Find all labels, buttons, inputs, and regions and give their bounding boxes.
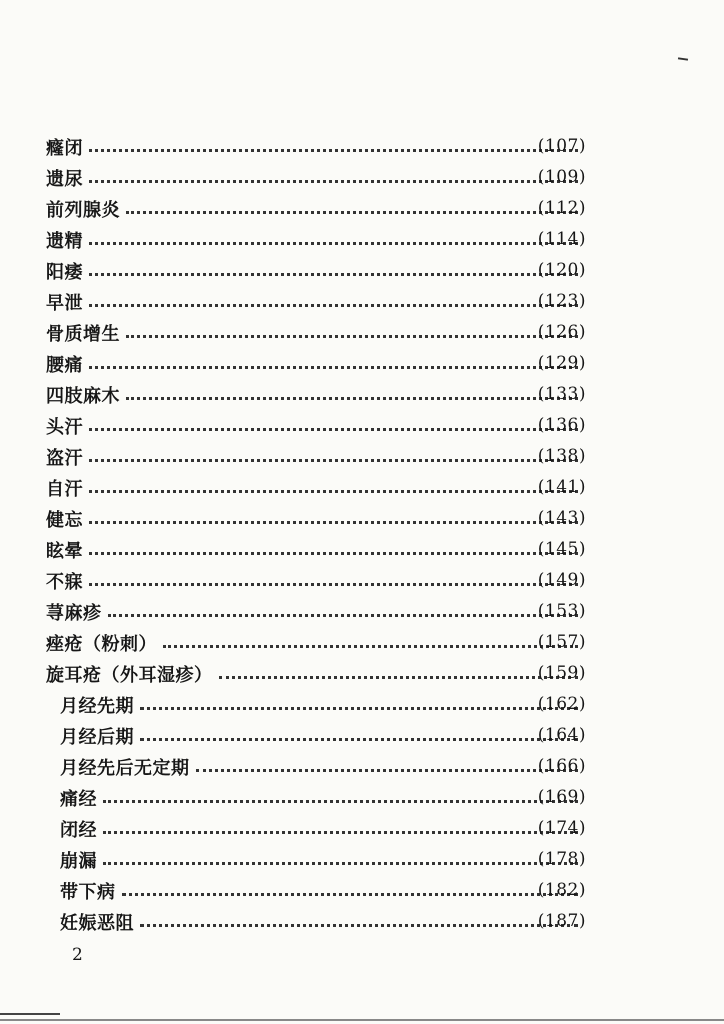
toc-entry	[0, 720, 724, 751]
toc-entry-title: 月经先后无定期	[60, 757, 190, 779]
toc-entry-page: (109)	[537, 167, 586, 187]
dot-leader	[89, 348, 578, 369]
dot-leader	[89, 224, 578, 245]
toc-entry-title: 月经后期	[60, 726, 134, 748]
toc-entry-page: (162)	[537, 694, 586, 714]
toc-entry	[0, 348, 724, 379]
toc-entry-title: 眩晕	[46, 540, 83, 562]
toc-entry-title: 不寐	[46, 571, 83, 593]
toc-entry-page: (143)	[537, 508, 586, 528]
toc-entry-page: (114)	[537, 229, 586, 249]
dot-leader	[89, 410, 578, 431]
toc-entry-page: (126)	[537, 322, 586, 342]
toc-entry	[0, 627, 724, 658]
toc-entry-page: (187)	[537, 911, 586, 931]
toc-entry-page: (136)	[537, 415, 586, 435]
toc-entry-title: 四肢麻木	[46, 385, 120, 407]
toc-entry-page: (133)	[537, 384, 586, 404]
dot-leader	[89, 131, 578, 152]
toc-entry	[0, 906, 724, 937]
toc-entry	[0, 782, 724, 813]
toc-entry	[0, 193, 724, 224]
toc-entry-title: 前列腺炎	[46, 199, 120, 221]
dot-leader	[103, 813, 578, 834]
dot-leader	[140, 689, 578, 710]
toc-entry-title: 痛经	[60, 788, 97, 810]
toc-entry-title: 带下病	[60, 881, 116, 903]
toc-entry-title: 健忘	[46, 509, 83, 531]
dot-leader	[89, 162, 578, 183]
toc-entry-title: 月经先期	[60, 695, 134, 717]
toc-entry-title: 闭经	[60, 819, 97, 841]
toc-entry	[0, 689, 724, 720]
toc-entry	[0, 813, 724, 844]
toc-entry	[0, 534, 724, 565]
toc-entry-page: (174)	[537, 818, 586, 838]
toc-entry-title: 腰痛	[46, 354, 83, 376]
toc-entry-title: 早泄	[46, 292, 83, 314]
scan-edge-mark	[0, 1013, 60, 1015]
toc-entry-page: (141)	[537, 477, 586, 497]
toc-entry-title: 妊娠恶阻	[60, 912, 134, 934]
toc-entry-page: (145)	[537, 539, 586, 559]
dot-leader	[89, 565, 578, 586]
toc-entry	[0, 162, 724, 193]
toc-entry-title: 阳痿	[46, 261, 83, 283]
dot-leader	[163, 627, 578, 648]
toc-entry-page: (120)	[537, 260, 586, 280]
toc-entry-page: (169)	[537, 787, 586, 807]
toc-entry-page: (157)	[537, 632, 586, 652]
toc-entry	[0, 658, 724, 689]
dot-leader	[140, 720, 578, 741]
toc-entry-title: 痤疮（粉刺）	[46, 633, 157, 655]
dot-leader	[126, 193, 578, 214]
toc-entry	[0, 224, 724, 255]
dot-leader	[122, 875, 579, 896]
toc-entry-title: 盗汗	[46, 447, 83, 469]
toc-entry	[0, 317, 724, 348]
dot-leader	[89, 255, 578, 276]
toc-entry-page: (159)	[537, 663, 586, 683]
toc-entry-page: (178)	[537, 849, 586, 869]
toc-entry-title: 癃闭	[46, 137, 83, 159]
toc-entry-title: 自汗	[46, 478, 83, 500]
dot-leader	[140, 906, 578, 927]
dot-leader	[89, 503, 578, 524]
page-number: 2	[72, 945, 83, 965]
dot-leader	[89, 472, 578, 493]
toc-entry-page: (112)	[537, 198, 586, 218]
toc-entry-page: (164)	[537, 725, 586, 745]
toc-entry-title: 崩漏	[60, 850, 97, 872]
toc-entry-title: 头汗	[46, 416, 83, 438]
toc-entry	[0, 286, 724, 317]
toc-entry-page: (129)	[537, 353, 586, 373]
scan-mark	[678, 57, 688, 60]
dot-leader	[108, 596, 579, 617]
toc-entry	[0, 131, 724, 162]
page-bottom-edge	[0, 1019, 724, 1021]
toc-entry-page: (107)	[537, 136, 586, 156]
toc-entry	[0, 472, 724, 503]
dot-leader	[89, 534, 578, 555]
table-of-contents	[0, 131, 724, 937]
toc-entry	[0, 379, 724, 410]
dot-leader	[219, 658, 579, 679]
toc-entry-page: (138)	[537, 446, 586, 466]
toc-entry-page: (123)	[537, 291, 586, 311]
dot-leader	[126, 379, 578, 400]
toc-entry-title: 骨质增生	[46, 323, 120, 345]
dot-leader	[126, 317, 578, 338]
toc-entry	[0, 844, 724, 875]
dot-leader	[103, 844, 578, 865]
toc-entry-page: (182)	[537, 880, 586, 900]
toc-entry	[0, 441, 724, 472]
dot-leader	[196, 751, 579, 772]
toc-entry-title: 旋耳疮（外耳湿疹）	[46, 664, 213, 686]
toc-entry-page: (166)	[537, 756, 586, 776]
toc-entry	[0, 751, 724, 782]
toc-entry-page: (153)	[537, 601, 586, 621]
dot-leader	[89, 441, 578, 462]
toc-entry	[0, 503, 724, 534]
dot-leader	[103, 782, 578, 803]
toc-entry	[0, 255, 724, 286]
toc-entry	[0, 410, 724, 441]
toc-entry-title: 荨麻疹	[46, 602, 102, 624]
dot-leader	[89, 286, 578, 307]
toc-entry	[0, 596, 724, 627]
toc-entry-title: 遗精	[46, 230, 83, 252]
toc-entry	[0, 875, 724, 906]
toc-entry-page: (149)	[537, 570, 586, 590]
toc-entry-title: 遗尿	[46, 168, 83, 190]
toc-entry	[0, 565, 724, 596]
